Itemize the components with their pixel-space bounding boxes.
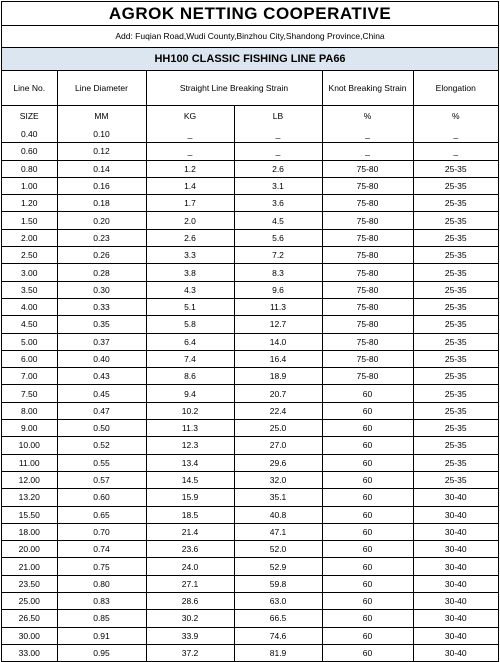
cell-lb: 63.0: [234, 593, 322, 610]
cell-knot: 60: [322, 593, 413, 610]
cell-lb: 14.0: [234, 333, 322, 350]
cell-lb: 29.6: [234, 454, 322, 471]
cell-lb: 4.5: [234, 212, 322, 229]
cell-line-no: 1.50: [2, 212, 57, 229]
cell-knot: 75-80: [322, 264, 413, 281]
cell-diameter: 0.35: [57, 316, 146, 333]
table-row: [2, 489, 498, 506]
cell-diameter: 0.95: [57, 644, 146, 661]
product-title: HH100 CLASSIC FISHING LINE PA66: [2, 48, 498, 71]
cell-kg: 2.0: [146, 212, 234, 229]
cell-diameter: 0.20: [57, 212, 146, 229]
cell-kg: 11.3: [146, 420, 234, 437]
cell-knot: 75-80: [322, 368, 413, 385]
cell-diameter: 0.85: [57, 610, 146, 627]
cell-knot: 60: [322, 523, 413, 540]
cell-lb: 5.6: [234, 229, 322, 246]
cell-diameter: 0.50: [57, 420, 146, 437]
cell-knot: 60: [322, 644, 413, 661]
cell-diameter: 0.45: [57, 385, 146, 402]
table-row: [2, 333, 498, 350]
cell-knot: 60: [322, 471, 413, 488]
cell-lb: 40.8: [234, 506, 322, 523]
cell-line-no: 0.80: [2, 160, 57, 177]
table-row: [2, 298, 498, 315]
table-row: [2, 593, 498, 610]
cell-knot: 60: [322, 402, 413, 419]
cell-line-no: 15.50: [2, 506, 57, 523]
header-knot-breaking-strain: Knot Breaking Strain: [322, 71, 413, 106]
cell-elongation: 30-40: [413, 558, 498, 575]
unit-lb: LB: [234, 106, 322, 127]
cell-knot: _: [322, 126, 413, 143]
cell-line-no: 7.00: [2, 368, 57, 385]
cell-line-no: 1.00: [2, 177, 57, 194]
cell-lb: 32.0: [234, 471, 322, 488]
cell-kg: 21.4: [146, 523, 234, 540]
cell-kg: 1.7: [146, 195, 234, 212]
unit-mm: MM: [57, 106, 146, 127]
cell-elongation: 25-35: [413, 160, 498, 177]
cell-diameter: 0.75: [57, 558, 146, 575]
cell-knot: 75-80: [322, 316, 413, 333]
header-elongation: Elongation: [413, 71, 498, 106]
cell-knot: 75-80: [322, 247, 413, 264]
cell-knot: 60: [322, 385, 413, 402]
table-row: [2, 316, 498, 333]
cell-lb: 9.6: [234, 281, 322, 298]
unit-knot-percent: %: [322, 106, 413, 127]
table-row: [2, 281, 498, 298]
cell-diameter: 0.37: [57, 333, 146, 350]
table-row: [2, 264, 498, 281]
cell-kg: 18.5: [146, 506, 234, 523]
cell-elongation: 25-35: [413, 454, 498, 471]
cell-kg: 15.9: [146, 489, 234, 506]
cell-line-no: 26.50: [2, 610, 57, 627]
cell-kg: 6.4: [146, 333, 234, 350]
cell-line-no: 33.00: [2, 644, 57, 661]
cell-elongation: 25-35: [413, 350, 498, 367]
cell-elongation: 30-40: [413, 489, 498, 506]
cell-elongation: 25-35: [413, 177, 498, 194]
cell-diameter: 0.16: [57, 177, 146, 194]
table-row: [2, 627, 498, 644]
cell-elongation: 25-35: [413, 264, 498, 281]
table-row: [2, 160, 498, 177]
cell-knot: 75-80: [322, 229, 413, 246]
cell-line-no: 30.00: [2, 627, 57, 644]
table-row: [2, 471, 498, 488]
header-line-diameter: Line Diameter: [57, 71, 146, 106]
cell-diameter: 0.23: [57, 229, 146, 246]
cell-diameter: 0.74: [57, 541, 146, 558]
cell-line-no: 10.00: [2, 437, 57, 454]
cell-diameter: 0.40: [57, 350, 146, 367]
table-row: [2, 575, 498, 592]
cell-diameter: 0.43: [57, 368, 146, 385]
cell-lb: 7.2: [234, 247, 322, 264]
cell-diameter: 0.33: [57, 298, 146, 315]
cell-elongation: 30-40: [444, 648, 467, 659]
unit-kg: KG: [146, 106, 234, 127]
cell-knot: 75-80: [322, 281, 413, 298]
cell-elongation: 25-35: [413, 368, 498, 385]
cell-diameter: 0.10: [57, 126, 146, 143]
cell-knot: 75-80: [322, 298, 413, 315]
cell-line-no: 13.20: [2, 489, 57, 506]
cell-kg: 7.4: [146, 350, 234, 367]
cell-kg: 24.0: [146, 558, 234, 575]
cell-line-no: 25.00: [2, 593, 57, 610]
unit-size: SIZE: [2, 106, 57, 127]
cell-line-no: 11.00: [2, 454, 57, 471]
cell-diameter: 0.57: [57, 471, 146, 488]
cell-diameter: 0.26: [57, 247, 146, 264]
cell-line-no: 0.60: [2, 143, 57, 160]
table-row: [2, 247, 498, 264]
cell-elongation: 30-40: [413, 610, 498, 627]
cell-lb: 35.1: [234, 489, 322, 506]
cell-knot: 60: [322, 558, 413, 575]
header-line-no: Line No.: [2, 71, 57, 106]
cell-knot: 75-80: [322, 333, 413, 350]
cell-kg: 3.8: [146, 264, 234, 281]
cell-line-no: 4.50: [2, 316, 57, 333]
cell-lb: 59.8: [234, 575, 322, 592]
cell-knot: 60: [322, 610, 413, 627]
cell-knot: 60: [322, 575, 413, 592]
cell-diameter: 0.28: [57, 264, 146, 281]
cell-lb: 25.0: [234, 420, 322, 437]
cell-diameter: 0.14: [57, 160, 146, 177]
table-row: [2, 212, 498, 229]
cell-elongation: 25-35: [413, 420, 498, 437]
cell-line-no: 9.00: [2, 420, 57, 437]
cell-elongation: _: [413, 126, 498, 143]
cell-knot: 75-80: [322, 350, 413, 367]
cell-diameter: 0.70: [57, 523, 146, 540]
cell-line-no: 6.00: [2, 350, 57, 367]
table-row: [2, 177, 498, 194]
company-address: Add: Fuqian Road,Wudi County,Binzhou City,Shandong Province,China: [2, 26, 498, 48]
cell-lb: 52.9: [234, 558, 322, 575]
company-title: AGROK NETTING COOPERATIVE: [2, 2, 498, 26]
cell-diameter: 0.83: [57, 593, 146, 610]
cell-elongation: 25-35: [413, 212, 498, 229]
cell-kg: 12.3: [146, 437, 234, 454]
table-row: [2, 541, 498, 558]
cell-line-no: 4.00: [2, 298, 57, 315]
cell-kg: 3.3: [146, 247, 234, 264]
cell-diameter: 0.91: [57, 627, 146, 644]
table-row: [2, 195, 498, 212]
cell-lb: _: [234, 126, 322, 143]
cell-knot: 60: [322, 489, 413, 506]
cell-kg: _: [146, 143, 234, 160]
cell-knot: 60: [322, 506, 413, 523]
cell-line-no: 18.00: [2, 523, 57, 540]
table-row: [2, 523, 498, 540]
cell-lb: 22.4: [234, 402, 322, 419]
units-row: [2, 106, 498, 127]
cell-diameter: 0.60: [57, 489, 146, 506]
cell-lb: 47.1: [234, 523, 322, 540]
cell-knot: 60: [322, 454, 413, 471]
cell-line-no: 12.00: [2, 471, 57, 488]
header-straight-breaking-strain: Straight Line Breaking Strain: [146, 71, 322, 106]
cell-elongation: 30-40: [413, 575, 498, 592]
cell-elongation: 25-35: [413, 229, 498, 246]
cell-line-no: 7.50: [2, 385, 57, 402]
cell-kg: 2.6: [146, 229, 234, 246]
cell-lb: 8.3: [234, 264, 322, 281]
table-row: [2, 402, 498, 419]
cell-knot: 60: [322, 437, 413, 454]
cell-lb: 2.6: [234, 160, 322, 177]
cell-lb: 27.0: [234, 437, 322, 454]
cell-line-no: 20.00: [2, 541, 57, 558]
cell-diameter: 0.30: [57, 281, 146, 298]
cell-elongation: 25-35: [413, 316, 498, 333]
cell-kg: 9.4: [146, 385, 234, 402]
table-row: [2, 610, 498, 627]
cell-lb: 3.6: [234, 195, 322, 212]
table-body: [2, 126, 498, 661]
cell-elongation: 30-40: [413, 627, 498, 644]
cell-line-no: 8.00: [2, 402, 57, 419]
cell-lb: 74.6: [234, 627, 322, 644]
cell-kg: 13.4: [146, 454, 234, 471]
table-row: [2, 420, 498, 437]
cell-line-no: 23.50: [2, 575, 57, 592]
cell-lb: 52.0: [234, 541, 322, 558]
cell-knot: 75-80: [322, 195, 413, 212]
cell-lb: 11.3: [234, 298, 322, 315]
cell-elongation: 30-40: [413, 506, 498, 523]
cell-lb: 16.4: [234, 350, 322, 367]
cell-lb: 81.9: [234, 644, 322, 661]
cell-knot: 60: [322, 541, 413, 558]
table-row: [2, 143, 498, 160]
cell-elongation: 25-35: [413, 402, 498, 419]
cell-knot: 60: [322, 420, 413, 437]
table-row: [2, 558, 498, 575]
cell-knot: 75-80: [322, 160, 413, 177]
table-row: [2, 437, 498, 454]
cell-lb: 3.1: [234, 177, 322, 194]
cell-lb: 12.7: [234, 316, 322, 333]
cell-diameter: 0.18: [57, 195, 146, 212]
cell-elongation: _: [413, 143, 498, 160]
cell-kg: 33.9: [146, 627, 234, 644]
cell-knot: 75-80: [322, 212, 413, 229]
cell-line-no: 3.50: [2, 281, 57, 298]
cell-kg: 8.6: [146, 368, 234, 385]
cell-lb: _: [234, 143, 322, 160]
cell-elongation: 25-35: [413, 333, 498, 350]
cell-kg: 5.1: [146, 298, 234, 315]
cell-diameter: 0.80: [57, 575, 146, 592]
cell-elongation: 30-40: [413, 593, 498, 610]
cell-kg: 4.3: [146, 281, 234, 298]
cell-elongation: 30-40: [413, 523, 498, 540]
cell-line-no: 3.00: [2, 264, 57, 281]
spec-table: [2, 71, 498, 661]
cell-kg: 1.4: [146, 177, 234, 194]
cell-kg: _: [146, 126, 234, 143]
cell-knot: _: [322, 143, 413, 160]
table-row: [2, 229, 498, 246]
cell-line-no: 2.00: [2, 229, 57, 246]
cell-kg: 5.8: [146, 316, 234, 333]
cell-kg: 10.2: [146, 402, 234, 419]
cell-elongation: 25-35: [413, 437, 498, 454]
cell-line-no: 2.50: [2, 247, 57, 264]
cell-elongation: 25-35: [413, 281, 498, 298]
cell-kg: 14.5: [146, 471, 234, 488]
table-row: [2, 454, 498, 471]
cell-line-no: 1.20: [2, 195, 57, 212]
cell-elongation: 25-35: [413, 195, 498, 212]
cell-lb: 18.9: [234, 368, 322, 385]
cell-kg: 37.2: [146, 644, 234, 661]
unit-elongation-percent: %: [451, 111, 460, 121]
cell-elongation: 25-35: [413, 385, 498, 402]
cell-kg: 1.2: [146, 160, 234, 177]
cell-diameter: 0.65: [57, 506, 146, 523]
cell-kg: 28.6: [146, 593, 234, 610]
cell-kg: 27.1: [146, 575, 234, 592]
cell-lb: 66.5: [234, 610, 322, 627]
table-row: [2, 644, 498, 661]
cell-diameter: 0.12: [57, 143, 146, 160]
cell-line-no: 5.00: [2, 333, 57, 350]
cell-kg: 30.2: [146, 610, 234, 627]
table-row: [2, 350, 498, 367]
cell-line-no: 0.40: [2, 126, 57, 143]
cell-kg: 23.6: [146, 541, 234, 558]
cell-elongation: 30-40: [413, 541, 498, 558]
spec-sheet: [1, 1, 499, 662]
table-row: [2, 368, 498, 385]
cell-diameter: 0.52: [57, 437, 146, 454]
cell-elongation: 25-35: [413, 298, 498, 315]
table-row: [2, 385, 498, 402]
table-row: [2, 506, 498, 523]
cell-diameter: 0.47: [57, 402, 146, 419]
cell-line-no: 21.00: [2, 558, 57, 575]
cell-elongation: 25-35: [413, 247, 498, 264]
header-row: [2, 71, 498, 106]
cell-knot: 60: [322, 627, 413, 644]
cell-lb: 20.7: [234, 385, 322, 402]
cell-diameter: 0.55: [57, 454, 146, 471]
cell-elongation: 25-35: [413, 471, 498, 488]
table-row: [2, 126, 498, 143]
cell-knot: 75-80: [322, 177, 413, 194]
